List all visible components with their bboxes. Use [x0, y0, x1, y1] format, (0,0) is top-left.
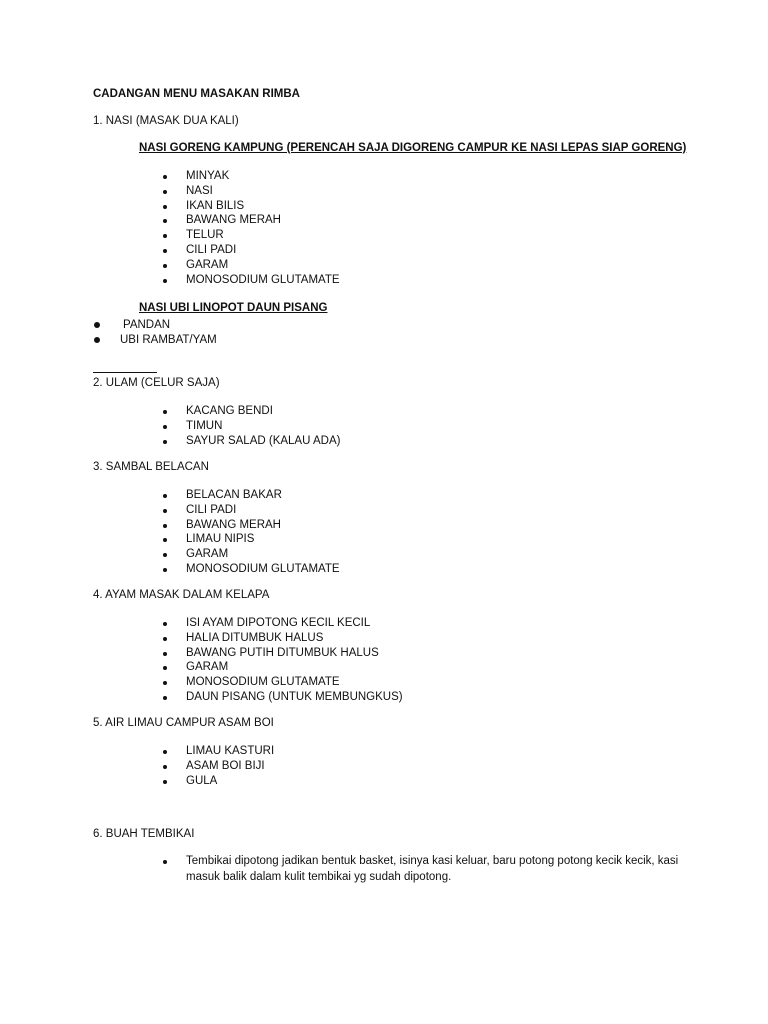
list-item: GULA: [186, 774, 274, 789]
list-item: [120, 318, 217, 333]
list-item: CILI PADI: [186, 243, 340, 258]
list-item: MONOSODIUM GLUTAMATE: [186, 562, 340, 575]
ingredient-list-nasi-goreng: [186, 169, 340, 287]
list-item-text: PANDAN: [123, 319, 171, 331]
ingredient-list-sambal: [186, 488, 340, 577]
list-item: SAYUR SALAD (KALAU ADA): [186, 434, 341, 447]
divider: [93, 372, 157, 373]
list-item: KACANG BENDI: [186, 404, 340, 419]
list-item: BELACAN BAKAR: [186, 488, 340, 503]
list-item: TIMUN: [186, 419, 340, 434]
list-item: MONOSODIUM GLUTAMATE: [186, 675, 403, 690]
section-heading-sambal: 3. SAMBAL BELACAN: [93, 461, 209, 473]
list-item: NASI: [186, 184, 340, 199]
subheading-nasi-goreng: NASI GORENG KAMPUNG (PERENCAH SAJA DIGORENG CAMPUR KE NASI LEPAS SIAP GORENG): [139, 142, 687, 154]
list-item: CILI PADI: [186, 503, 340, 518]
list-item: TELUR: [186, 228, 340, 243]
list-item: LIMAU KASTURI: [186, 745, 275, 757]
list-item: MONOSODIUM GLUTAMATE: [186, 273, 340, 286]
section-heading-air-limau: 5. AIR LIMAU CAMPUR ASAM BOI: [93, 717, 274, 729]
section-heading-buah-tembikai: 6. BUAH TEMBIKAI: [93, 828, 195, 840]
section-heading-ayam: 4. AYAM MASAK DALAM KELAPA: [93, 589, 270, 601]
list-item: HALIA DITUMBUK HALUS: [186, 631, 403, 646]
ingredient-list-air-limau: [186, 744, 274, 788]
list-item: DAUN PISANG (UNTUK MEMBUNGKUS): [186, 690, 403, 703]
subheading-nasi-ubi: NASI UBI LINOPOT DAUN PISANG: [139, 302, 328, 314]
list-item: GARAM: [186, 547, 340, 562]
list-item: ISI AYAM DIPOTONG KECIL KECIL: [186, 616, 403, 631]
list-item: LIMAU NIPIS: [186, 532, 340, 547]
list-item: IKAN BILIS: [186, 199, 340, 214]
list-item: BAWANG MERAH: [186, 213, 340, 228]
ingredient-list-nasi-ubi: [120, 318, 217, 347]
list-item: GARAM: [186, 258, 340, 273]
ingredient-list-ayam: [186, 616, 403, 705]
section-heading-ulam: 2. ULAM (CELUR SAJA): [93, 377, 220, 389]
list-item: BAWANG PUTIH DITUMBUK HALUS: [186, 646, 403, 661]
list-item: ASAM BOI BIJI: [186, 759, 274, 774]
list-item: UBI RAMBAT/YAM: [120, 333, 217, 346]
document-title: CADANGAN MENU MASAKAN RIMBA: [93, 88, 300, 100]
list-item: MINYAK: [186, 169, 340, 184]
list-item: GARAM: [186, 660, 403, 675]
section-heading-nasi: 1. NASI (MASAK DUA KALI): [93, 115, 239, 127]
list-item: BAWANG MERAH: [186, 518, 340, 533]
tembikai-paragraph: Tembikai dipotong jadikan bentuk basket, isinya kasi keluar, baru potong potong kecik kecik, kasi masuk balik dalam kulit tembikai yg sudah dipotong.: [186, 854, 686, 885]
ingredient-list-ulam: [186, 404, 340, 448]
